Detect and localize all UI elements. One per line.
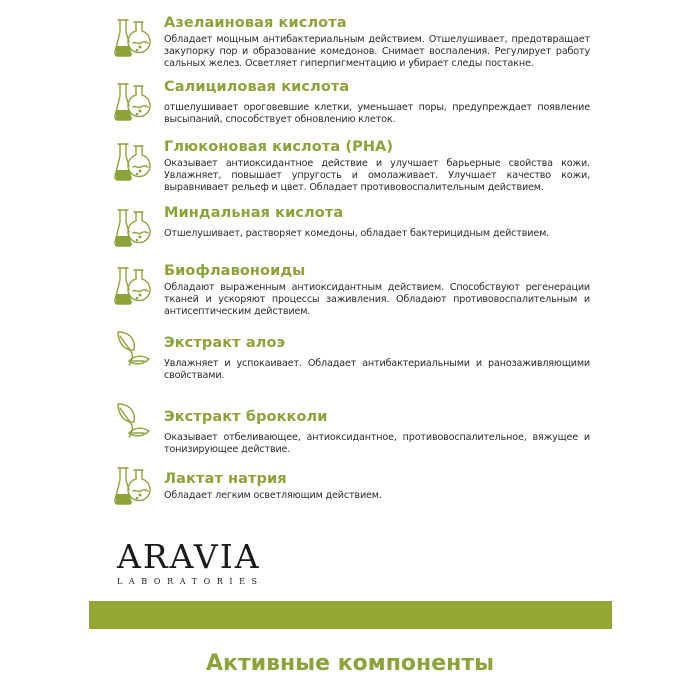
flask-icon: [113, 140, 155, 182]
brand-logo: [117, 537, 267, 587]
ingredient-description: Увлажняет и успокаивает. Обладает антибактериальными и ранозаживляющими свойствами.: [164, 358, 590, 381]
ingredient-item: [113, 262, 593, 318]
flask-icon: [113, 16, 155, 58]
flask-icon: [113, 264, 155, 306]
leaf-icon: [113, 328, 155, 370]
ingredient-item: [113, 398, 593, 456]
ingredient-description: Обладает легким осветляющим действием.: [164, 490, 382, 501]
ingredient-item: [113, 14, 593, 70]
ingredient-title: Лактат натрия: [164, 471, 287, 487]
ingredient-list: [113, 14, 593, 506]
brand-name: ARAVIA: [117, 537, 261, 576]
ingredient-item: [113, 138, 593, 194]
ingredient-item: [113, 326, 593, 382]
leaf-icon: [113, 400, 155, 442]
ingredient-title: Миндальная кислота: [164, 205, 344, 221]
flask-icon: [113, 206, 155, 248]
ingredient-description: Обладают выраженным антиоксидантным действием. Способствуют регенерации тканей и ускоряют процессы заживления. Обладают противовоспалительным и антисептическим действием.: [164, 282, 590, 317]
ingredient-item: [113, 204, 593, 248]
ingredient-title: Азелаиновая кислота: [164, 15, 347, 31]
ingredient-description: Оказывает антиоксидантное действие и улучшает барьерные свойства кожи. Увлажняет, повышает упругость и омолаживает. Улучшает качество кожи, выравнивает рельеф и цвет. Обладает противовоспалительным действием.: [164, 158, 590, 193]
ingredient-title: Биофлавоноиды: [164, 263, 306, 279]
ingredient-description: Оказывает отбеливающее, антиоксидантное, противовоспалительное, вяжущее и тонизирующее действие.: [164, 432, 590, 455]
ingredient-title: Салициловая кислота: [164, 79, 350, 95]
ingredient-item: [113, 78, 593, 126]
page-title: Активные компоненты: [205, 651, 495, 676]
ingredient-title: Экстракт алоэ: [164, 335, 286, 351]
brand-subtitle: LABORATORIES: [117, 577, 264, 586]
ingredient-description: отшелушивает ороговевшие клетки, уменьшает поры, предупреждает появление высыпаний, способствует обновлению клеток.: [164, 102, 590, 125]
ingredient-title: Глюконовая кислота (PHA): [164, 139, 394, 155]
flask-icon: [113, 464, 155, 506]
ingredient-description: Обладает мощным антибактериальным действием. Отшелушивает, предотвращает закупорку пор и образование комедонов. Снимает воспаления. Регулирует работу сальных желез. Осветляет гиперпигментацию и убирает следы постакне.: [164, 34, 590, 69]
ingredient-item: [113, 462, 593, 506]
ingredient-title: Экстракт брокколи: [164, 409, 328, 425]
accent-band: [89, 601, 612, 629]
ingredient-description: Отшелушивает, растворяет комедоны, обладает бактерицидным действием.: [164, 228, 550, 239]
flask-icon: [113, 80, 155, 122]
